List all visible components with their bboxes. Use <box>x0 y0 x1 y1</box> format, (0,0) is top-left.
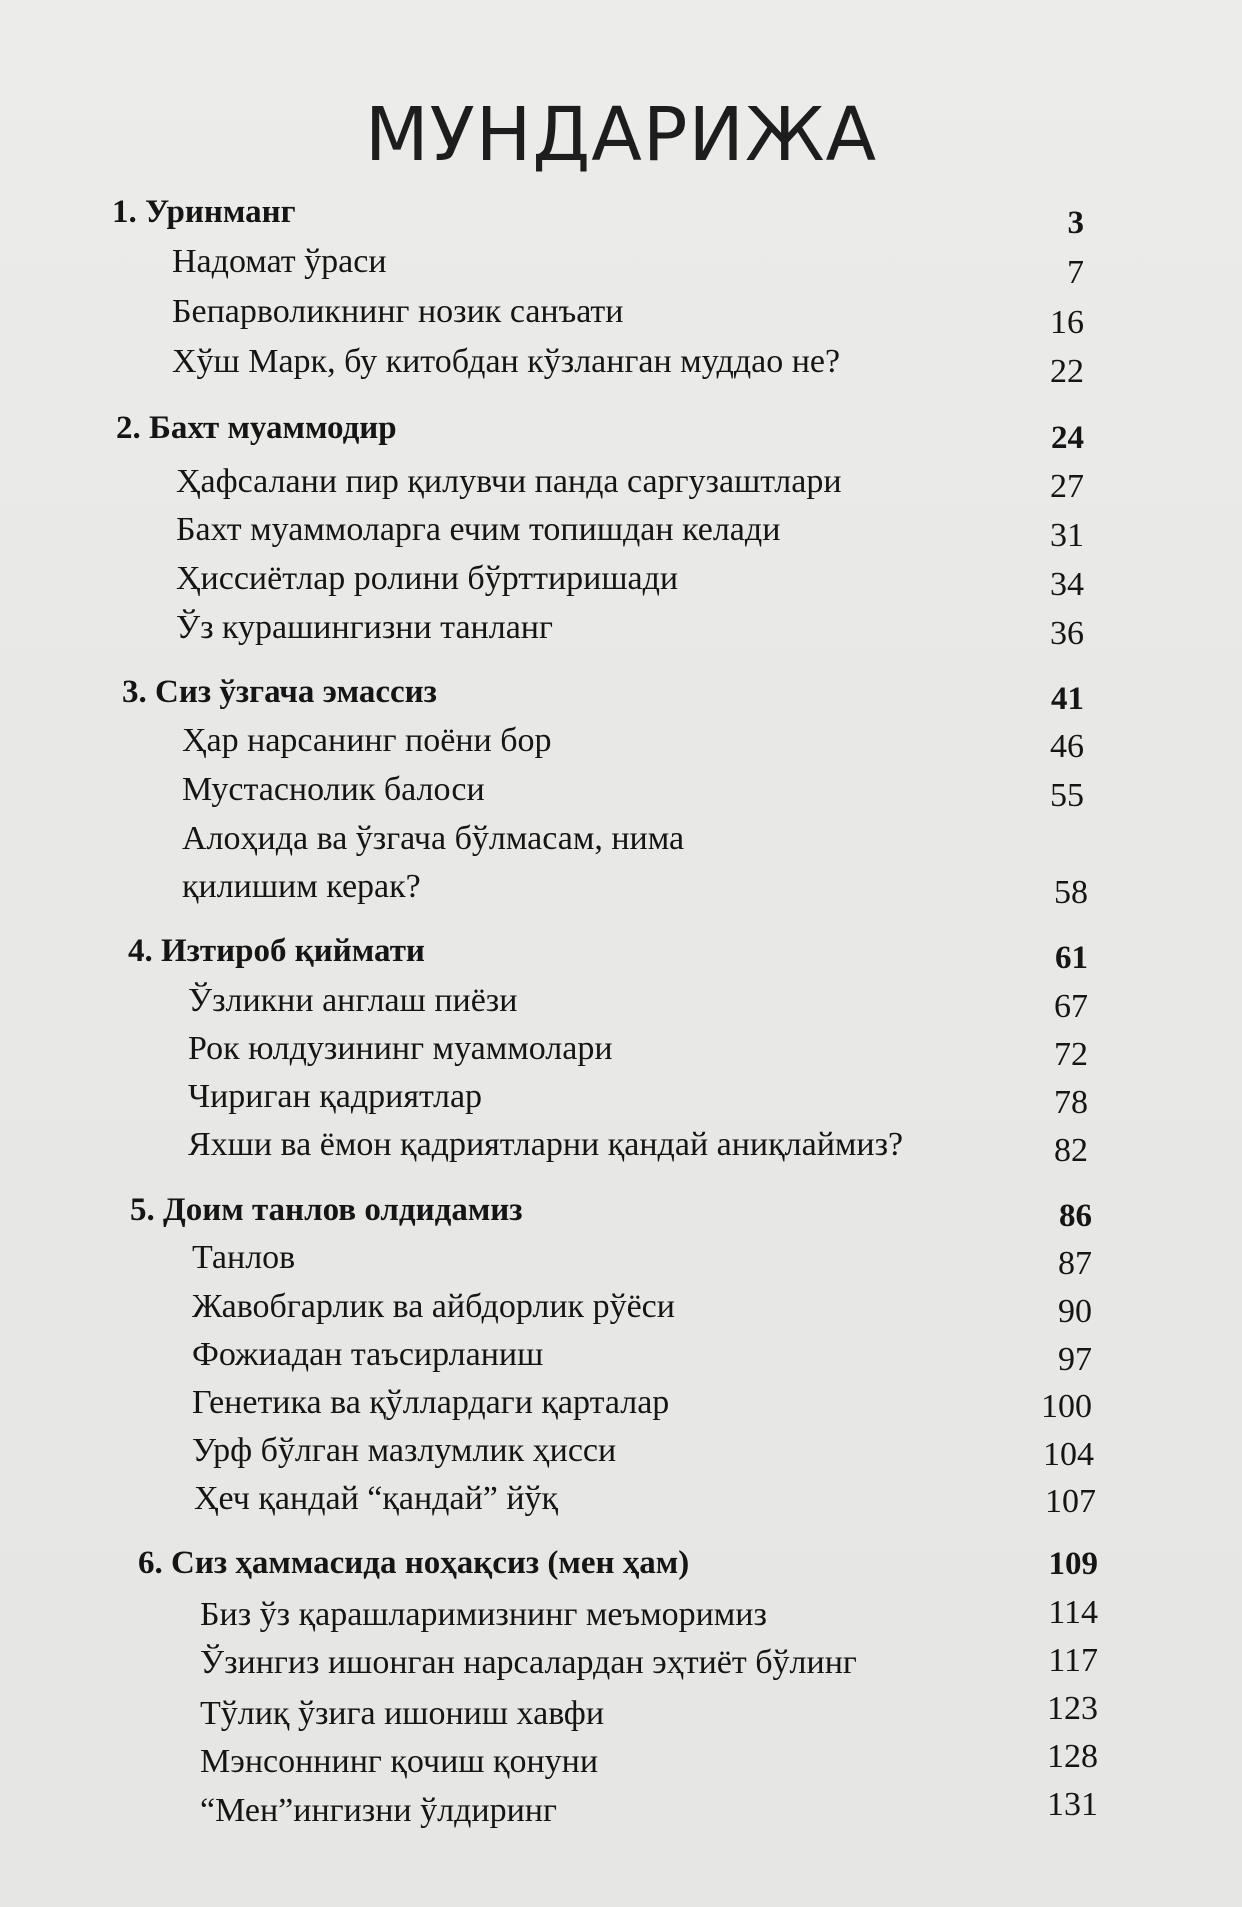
section-title: қилишим керак? <box>182 868 421 905</box>
section-page-number: 107 <box>1045 1483 1096 1520</box>
section-page-number: 36 <box>1050 615 1084 652</box>
section-page-number: 131 <box>1047 1786 1098 1823</box>
section-title: Ўз курашингизни танланг <box>176 609 553 646</box>
section-page-number: 82 <box>1054 1132 1088 1169</box>
section-page-number: 72 <box>1054 1036 1088 1073</box>
section-title: Надомат ўраси <box>172 243 387 280</box>
chapter-title: 6. Сиз ҳаммасида ноҳақсиз (мен ҳам) <box>138 1545 690 1581</box>
section-page-number: 100 <box>1041 1388 1092 1425</box>
section-title: Биз ўз қарашларимизнинг меъморимиз <box>200 1596 767 1633</box>
section-page-number: 7 <box>1067 254 1084 291</box>
chapter-page-number: 3 <box>1067 205 1084 241</box>
section-title: Ҳафсалани пир қилувчи панда саргузаштлари <box>176 463 842 500</box>
chapter-title: 3. Сиз ўзгача эмассиз <box>122 674 437 710</box>
chapter-title: 2. Бахт муаммодир <box>116 410 397 446</box>
section-page-number: 97 <box>1058 1341 1092 1378</box>
section-title: Мустаснолик балоси <box>182 771 485 808</box>
section-page-number: 16 <box>1050 304 1084 341</box>
section-page-number: 123 <box>1047 1690 1098 1727</box>
section-page-number: 87 <box>1058 1245 1092 1282</box>
section-title: Ҳар нарсанинг поёни бор <box>182 722 552 759</box>
section-title: Бепарволикнинг нозик санъати <box>172 293 624 330</box>
section-title: Рок юлдузининг муаммолари <box>188 1030 613 1067</box>
chapter-page-number: 109 <box>1048 1546 1098 1582</box>
section-page-number: 128 <box>1047 1738 1098 1775</box>
section-title: Ўзингиз ишонган нарсалардан эҳтиёт бўлинг <box>200 1644 857 1681</box>
section-page-number: 27 <box>1050 468 1084 505</box>
section-title: Бахт муаммоларга ечим топишдан келади <box>176 511 781 548</box>
section-page-number: 78 <box>1054 1084 1088 1121</box>
section-page-number: 67 <box>1054 988 1088 1025</box>
chapter-page-number: 86 <box>1059 1198 1092 1234</box>
section-page-number: 31 <box>1050 517 1084 554</box>
chapter-title: 4. Изтироб қиймати <box>128 933 425 969</box>
section-title: Мэнсоннинг қочиш қонуни <box>200 1743 599 1780</box>
section-title: Танлов <box>192 1239 296 1276</box>
section-page-number: 90 <box>1058 1293 1092 1330</box>
chapter-title: 5. Доим танлов олдидамиз <box>130 1192 523 1228</box>
section-page-number: 55 <box>1050 777 1084 814</box>
chapter-page-number: 41 <box>1051 681 1084 717</box>
section-title: Урф бўлган мазлумлик ҳисси <box>192 1432 617 1469</box>
section-title: Хўш Марк, бу китобдан кўзланган муддао не? <box>172 343 841 380</box>
section-title: Яхши ва ёмон қадриятларни қандай аниқлаймиз? <box>188 1126 904 1163</box>
chapter-page-number: 24 <box>1051 420 1084 456</box>
section-title: Жавобгарлик ва айбдорлик рўёси <box>192 1288 675 1325</box>
section-title: Тўлиқ ўзига ишониш хавфи <box>200 1695 605 1732</box>
page-title: МУНДАРИЖА <box>364 92 878 178</box>
section-page-number: 34 <box>1050 566 1084 603</box>
section-title: Ҳеч қандай “қандай” йўқ <box>194 1480 559 1517</box>
section-title: Генетика ва қўллардаги қарталар <box>192 1384 670 1421</box>
section-page-number: 117 <box>1048 1642 1098 1679</box>
section-page-number: 104 <box>1043 1436 1094 1473</box>
section-page-number: 58 <box>1054 874 1088 911</box>
section-page-number: 22 <box>1050 353 1084 390</box>
section-title: Алоҳида ва ўзгача бўлмасам, нима <box>182 820 685 857</box>
section-title: Чириган қадриятлар <box>188 1078 483 1115</box>
section-title: Фожиадан таъсирланиш <box>192 1336 544 1373</box>
section-title: Ҳиссиётлар ролини бўрттиришади <box>176 560 679 597</box>
section-page-number: 114 <box>1048 1594 1098 1631</box>
chapter-page-number: 61 <box>1055 940 1088 976</box>
section-title: “Мен”ингизни ўлдиринг <box>200 1792 557 1829</box>
section-page-number: 46 <box>1050 728 1084 765</box>
chapter-title: 1. Уринманг <box>112 194 296 230</box>
section-title: Ўзликни англаш пиёзи <box>188 982 518 1019</box>
